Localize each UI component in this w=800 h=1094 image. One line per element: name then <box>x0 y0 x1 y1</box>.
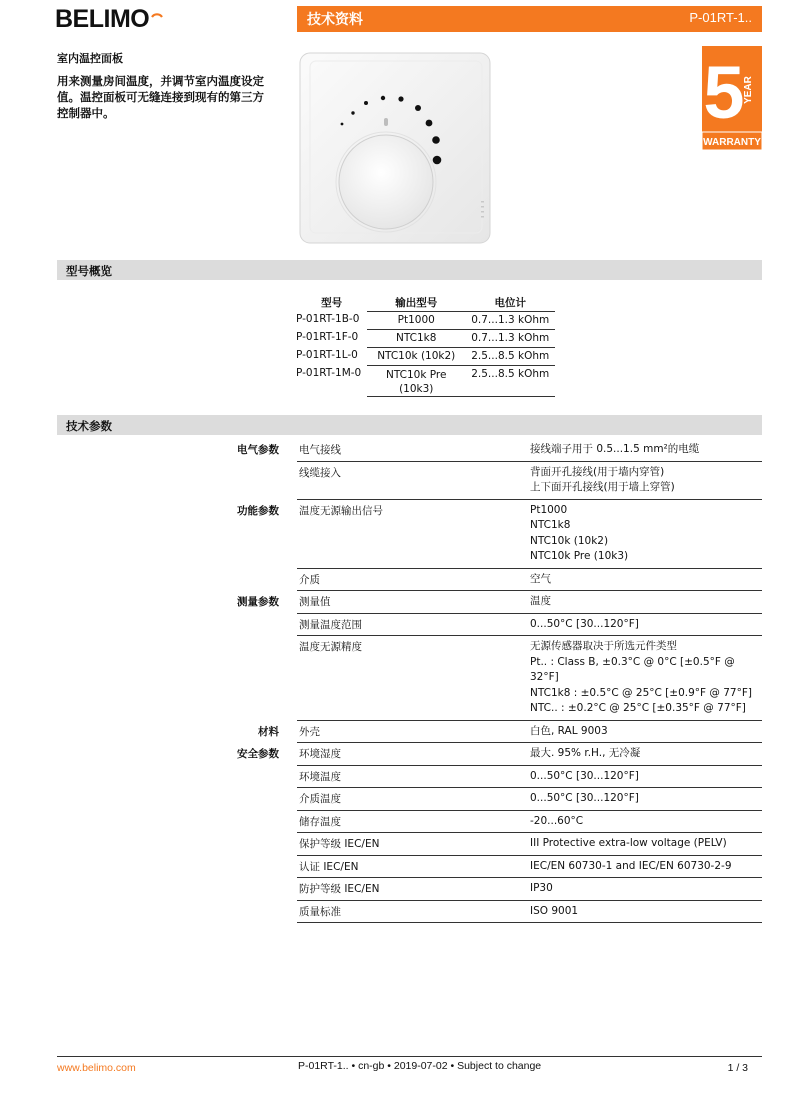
param-category <box>57 833 297 856</box>
footer-website-link[interactable]: www.belimo.com <box>57 1062 136 1074</box>
param-category <box>57 788 297 811</box>
section-type-overview: 型号概览 <box>57 260 762 280</box>
param-name: 温度无源输出信号 <box>297 500 530 569</box>
param-value: Pt1000 NTC1k8 NTC10k (10k2) NTC10k Pre (10k3) <box>530 500 762 569</box>
param-category <box>57 636 297 721</box>
param-row <box>57 500 762 569</box>
output-cell: NTC1k8 <box>367 329 465 347</box>
warranty-number: 5 <box>703 51 745 134</box>
param-name: 测量值 <box>297 591 530 614</box>
table-row <box>296 347 555 365</box>
param-name: 保护等级 IEC/EN <box>297 833 530 856</box>
header-type: 型号 <box>321 297 343 309</box>
table-row <box>296 365 555 396</box>
param-category: 电气参数 <box>237 444 279 456</box>
param-value: IEC/EN 60730-1 and IEC/EN 60730-2-9 <box>530 856 762 879</box>
tech-params-table <box>57 439 762 923</box>
param-value: ISO 9001 <box>530 901 762 924</box>
param-value: -20...60°C <box>530 811 762 834</box>
param-name: 外壳 <box>297 721 530 744</box>
table-row <box>296 329 555 347</box>
param-value: 0...50°C [30...120°F] <box>530 788 762 811</box>
param-name: 测量温度范围 <box>297 614 530 637</box>
header-output: 输出型号 <box>367 294 465 311</box>
param-category: 材料 <box>258 725 279 738</box>
potentiometer-cell: 2.5...8.5 kOhm <box>465 365 555 396</box>
doc-type: 技术资料 <box>307 12 363 28</box>
param-row <box>57 766 762 789</box>
param-row <box>57 614 762 637</box>
param-value: 0...50°C [30...120°F] <box>530 766 762 789</box>
footer-page-number: 1 / 3 <box>727 1062 748 1074</box>
doc-header-bar <box>297 6 762 32</box>
table-header-row <box>296 294 555 311</box>
param-row <box>57 743 762 766</box>
param-category <box>57 811 297 834</box>
footer-doc-info: P-01RT-1.. • cn-gb • 2019-07-02 • Subject to change <box>298 1060 542 1072</box>
type-cell: P-01RT-1B-0 <box>296 313 360 325</box>
section-tech-params: 技术参数 <box>57 415 762 435</box>
table-row <box>296 311 555 329</box>
param-row <box>57 591 762 614</box>
param-value: 0...50°C [30...120°F] <box>530 614 762 637</box>
output-cell: NTC10k (10k2) <box>367 347 465 365</box>
belimo-logo <box>55 4 161 34</box>
warranty-label: WARRANTY <box>703 137 761 148</box>
param-category <box>57 766 297 789</box>
header-potentiometer: 电位计 <box>465 294 555 311</box>
potentiometer-cell: 0.7...1.3 kOhm <box>465 311 555 329</box>
logo-arc-icon <box>151 8 163 18</box>
param-value: 最大. 95% r.H., 无冷凝 <box>530 743 762 766</box>
param-value: 接线端子用于 0.5...1.5 mm²的电缆 <box>530 439 762 462</box>
potentiometer-cell: 2.5...8.5 kOhm <box>465 347 555 365</box>
param-name: 介质 <box>297 569 530 592</box>
param-category <box>57 569 297 592</box>
param-name: 储存温度 <box>297 811 530 834</box>
param-row <box>57 833 762 856</box>
type-overview-table <box>296 294 555 397</box>
param-category: 功能参数 <box>237 504 279 517</box>
param-row <box>57 901 762 924</box>
param-category <box>57 878 297 901</box>
param-value: IP30 <box>530 878 762 901</box>
output-cell: Pt1000 <box>367 311 465 329</box>
param-name: 介质温度 <box>297 788 530 811</box>
potentiometer-cell: 0.7...1.3 kOhm <box>465 329 555 347</box>
param-row <box>57 811 762 834</box>
brand-name: BELIMO <box>55 5 150 33</box>
param-category <box>57 614 297 637</box>
param-name: 防护等级 IEC/EN <box>297 878 530 901</box>
param-name: 质量标准 <box>297 901 530 924</box>
warranty-year: YEAR <box>743 76 754 104</box>
output-cell: NTC10k Pre (10k3) <box>367 365 465 396</box>
param-row <box>57 721 762 744</box>
param-category: 安全参数 <box>237 748 279 760</box>
param-category <box>57 901 297 924</box>
param-row <box>57 439 762 462</box>
param-name: 线缆接入 <box>297 462 530 500</box>
param-value: III Protective extra-low voltage (PELV) <box>530 833 762 856</box>
param-category <box>57 462 297 500</box>
param-category <box>57 856 297 879</box>
param-row <box>57 636 762 721</box>
param-row <box>57 788 762 811</box>
doc-id: P-01RT-1.. <box>689 10 752 25</box>
type-cell: P-01RT-1F-0 <box>296 331 359 343</box>
param-value: 空气 <box>530 569 762 592</box>
type-cell: P-01RT-1L-0 <box>296 349 358 361</box>
param-name: 电气接线 <box>297 439 530 462</box>
type-cell: P-01RT-1M-0 <box>296 367 362 379</box>
param-row <box>57 856 762 879</box>
param-name: 认证 IEC/EN <box>297 856 530 879</box>
param-row <box>57 569 762 592</box>
param-value: 温度 <box>530 591 762 614</box>
warranty-badge <box>702 46 762 150</box>
param-name: 环境湿度 <box>297 743 530 766</box>
param-row <box>57 462 762 500</box>
product-name: 室内温控面板 <box>57 52 123 65</box>
product-photo <box>298 51 494 247</box>
param-value: 白色, RAL 9003 <box>530 721 762 744</box>
product-description: 用来测量房间温度，并调节室内温度设定值。温控面板可无缝连接到现有的第三方控制器中。 <box>57 74 264 120</box>
param-row <box>57 878 762 901</box>
param-value: 背面开孔接线(用于墙内穿管) 上下面开孔接线(用于墙上穿管) <box>530 462 762 500</box>
param-category: 测量参数 <box>237 596 279 608</box>
param-value: 无源传感器取决于所选元件类型 Pt.. : Class B, ±0.3°C @ 0°C [±0.5°F @ 32°F] NTC1k8 : ±0.5°C @ 25°C [±0.9°F @ 77°F] NTC.. : ±0.2°C @ 25°C [±0.35°F @ 77°F] <box>530 636 762 721</box>
param-name: 温度无源精度 <box>297 636 530 721</box>
param-name: 环境温度 <box>297 766 530 789</box>
footer-divider <box>57 1056 762 1057</box>
